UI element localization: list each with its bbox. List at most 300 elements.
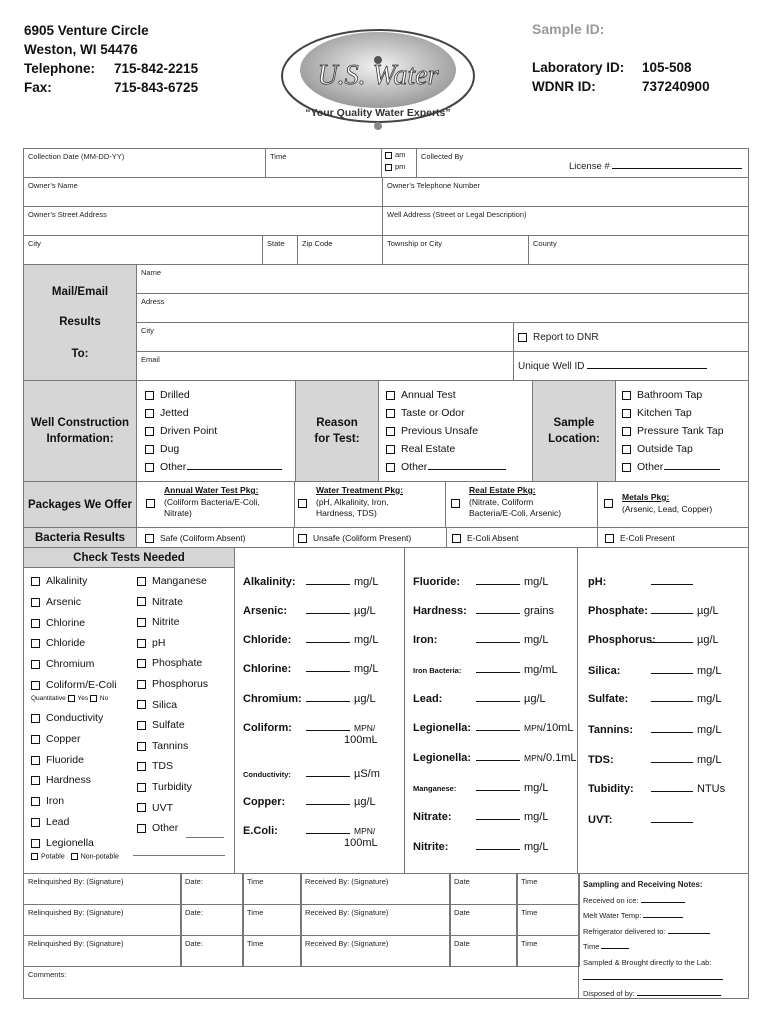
test-checkbox-item[interactable] [31, 596, 81, 608]
report-dnr-field[interactable] [513, 322, 749, 352]
result-row[interactable] [413, 605, 554, 617]
mail-title-2: Results [59, 315, 101, 328]
reason-option[interactable] [386, 406, 465, 420]
test-label: Nitrate [152, 595, 183, 608]
result-blank[interactable] [476, 849, 520, 850]
received-field[interactable] [300, 935, 451, 967]
test-checkbox[interactable] [31, 818, 40, 827]
potable-row [31, 853, 119, 860]
received-date-field[interactable] [449, 873, 518, 905]
result-label: Copper: [243, 796, 286, 808]
result-unit-2: 100mL [344, 734, 378, 746]
result-blank[interactable] [651, 701, 693, 702]
owner-name-field[interactable] [23, 177, 383, 207]
relinquished-field[interactable] [23, 935, 182, 967]
package-desc-2: Nitrate) [164, 508, 192, 518]
package-name: Annual Water Test Pkg: [164, 485, 259, 495]
result-row[interactable] [243, 693, 376, 705]
test-checkbox-item[interactable] [31, 712, 103, 724]
bacteria-divider [446, 527, 447, 548]
collected-by-label: Collected By [421, 152, 464, 161]
notes-box [578, 873, 749, 999]
result-unit: mg/L [354, 576, 379, 588]
package-checkbox[interactable] [298, 499, 307, 508]
test-checkbox-item[interactable] [31, 733, 80, 745]
unique-well-id-field[interactable] [513, 351, 749, 381]
result-blank[interactable] [306, 613, 350, 614]
time-field[interactable] [242, 935, 302, 967]
check-tests-title: Check Tests Needed [73, 551, 185, 564]
test-checkbox[interactable] [31, 797, 40, 806]
date-field[interactable] [180, 935, 244, 967]
result-unit: MPN/ [354, 723, 376, 733]
result-row[interactable] [243, 722, 378, 746]
comments-label: Comments: [28, 970, 67, 979]
result-label: TDS: [588, 754, 614, 766]
package-divider [445, 481, 446, 528]
package-checkbox[interactable] [451, 499, 460, 508]
result-row[interactable] [243, 663, 378, 675]
well-checkbox[interactable] [145, 445, 154, 454]
test-checkbox[interactable] [137, 803, 146, 812]
result-row[interactable] [413, 576, 548, 588]
received-time-field[interactable] [516, 904, 580, 936]
received-field-label: Received By: (Signature) [305, 877, 389, 886]
test-checkbox-item[interactable] [31, 795, 64, 807]
result-label: Chlorine: [243, 663, 292, 675]
result-unit-2: /10mL [542, 722, 574, 734]
quant-no-label: No [99, 695, 109, 703]
result-blank[interactable] [476, 642, 520, 643]
test-checkbox[interactable] [31, 714, 40, 723]
location-option-label: Bathroom Tap [637, 389, 703, 401]
location-option[interactable] [622, 406, 692, 420]
time-field[interactable] [265, 148, 382, 178]
result-blank[interactable] [476, 672, 520, 673]
result-blank[interactable] [476, 760, 520, 761]
result-blank[interactable] [306, 584, 350, 585]
test-checkbox[interactable] [31, 681, 40, 690]
well-option[interactable] [145, 406, 189, 420]
result-unit-2: /0.1mL [542, 752, 577, 764]
bacteria-option[interactable] [452, 531, 519, 545]
test-checkbox-item[interactable] [31, 617, 85, 629]
license-field[interactable] [569, 162, 742, 172]
county-field[interactable] [528, 235, 749, 265]
result-blank[interactable] [651, 762, 693, 763]
city-label: City [28, 239, 41, 248]
received-date-field[interactable] [449, 935, 518, 967]
test-checkbox-item[interactable] [31, 575, 87, 587]
result-label: Hardness: [413, 605, 467, 617]
result-row[interactable] [413, 811, 548, 823]
result-blank[interactable] [651, 791, 693, 792]
bacteria-option-label: Unsafe (Coliform Present) [313, 533, 412, 543]
result-row[interactable] [413, 841, 548, 853]
well-option-label: Jetted [160, 407, 189, 419]
am-checkbox[interactable] [385, 152, 392, 159]
mail-address-field[interactable] [136, 293, 749, 323]
well-option-label: Other [160, 461, 187, 473]
test-checkbox[interactable] [31, 577, 40, 586]
date-field[interactable] [180, 873, 244, 905]
time-field[interactable] [242, 873, 302, 905]
test-label: Hardness [46, 774, 91, 786]
location-option[interactable] [622, 424, 724, 438]
package-item[interactable] [451, 485, 561, 520]
received-field[interactable] [300, 904, 451, 936]
result-blank[interactable] [651, 642, 693, 643]
well-option[interactable] [145, 442, 179, 456]
received-date-field[interactable] [449, 904, 518, 936]
bacteria-checkbox[interactable] [145, 534, 154, 543]
time-field-label: Time [247, 908, 264, 917]
result-blank[interactable] [476, 613, 520, 614]
result-unit-2: 100mL [344, 837, 378, 849]
location-option-label: Kitchen Tap [637, 407, 692, 419]
result-row[interactable] [588, 665, 721, 677]
result-row[interactable] [413, 722, 573, 734]
zip-field[interactable] [297, 235, 383, 265]
well-title-1: Well Construction [30, 417, 130, 429]
test-checkbox[interactable] [137, 659, 146, 668]
result-row[interactable] [413, 782, 548, 794]
result-row[interactable] [588, 783, 725, 795]
result-label: Phosphate: [588, 605, 648, 617]
test-checkbox-item[interactable] [31, 837, 94, 849]
test-checkbox[interactable] [137, 700, 146, 709]
bacteria-title: Bacteria Results [34, 531, 126, 544]
reason-checkbox[interactable] [386, 445, 395, 454]
result-label: UVT: [588, 814, 613, 826]
test-checkbox-item[interactable] [31, 637, 85, 649]
test-checkbox-item[interactable] [31, 658, 94, 670]
location-checkbox[interactable] [622, 391, 631, 400]
reason-option-label: Previous Unsafe [401, 425, 479, 437]
bacteria-option[interactable] [145, 531, 246, 545]
location-option[interactable] [622, 388, 702, 402]
collection-date-field[interactable] [23, 148, 266, 178]
notes-title: Sampling and Receiving Notes: [583, 880, 703, 889]
result-unit: mg/L [524, 782, 549, 794]
reason-checkbox[interactable] [386, 463, 395, 472]
test-checkbox[interactable] [31, 756, 40, 765]
well-address-field[interactable] [382, 206, 749, 236]
package-item[interactable] [298, 485, 403, 520]
relinquished-field[interactable] [23, 904, 182, 936]
test-label: Alkalinity [46, 575, 88, 587]
lab-id-label: Laboratory ID: [532, 60, 625, 75]
result-label: E.Coli: [243, 825, 278, 837]
package-checkbox[interactable] [604, 499, 613, 508]
result-label: Fluoride: [413, 576, 461, 588]
pm-checkbox[interactable] [385, 164, 392, 171]
result-row[interactable] [413, 752, 577, 764]
well-checkbox[interactable] [145, 409, 154, 418]
bacteria-option[interactable] [298, 531, 411, 545]
result-row[interactable] [413, 664, 558, 676]
test-checkbox[interactable] [31, 639, 40, 648]
result-blank[interactable] [651, 584, 693, 585]
bacteria-checkbox[interactable] [298, 534, 307, 543]
test-checkbox-item[interactable] [137, 719, 185, 731]
lab-address-line2: Weston, WI 54476 [24, 42, 138, 57]
well-checkbox[interactable] [145, 391, 154, 400]
result-label: Lead: [413, 693, 443, 705]
bacteria-option-label: Safe (Coliform Absent) [160, 533, 246, 543]
received-time-field-label: Time [521, 877, 538, 886]
result-row[interactable] [413, 634, 548, 646]
owner-phone-label: Owner’s Telephone Number [387, 181, 480, 190]
test-checkbox-item[interactable] [137, 596, 183, 608]
result-blank[interactable] [306, 776, 350, 777]
result-blank[interactable] [651, 822, 693, 823]
result-row[interactable] [243, 768, 380, 780]
test-checkbox-item[interactable] [31, 774, 91, 786]
bacteria-checkbox[interactable] [605, 534, 614, 543]
location-option-label: Other [637, 461, 664, 473]
result-row[interactable] [588, 576, 697, 588]
reason-title-1: Reason [316, 417, 358, 429]
test-checkbox-item[interactable] [137, 822, 178, 834]
result-row[interactable] [243, 605, 376, 617]
result-unit: µS/m [354, 768, 380, 780]
time-field[interactable] [242, 904, 302, 936]
result-blank[interactable] [306, 701, 350, 702]
mail-email-field[interactable] [136, 351, 514, 381]
nonpotable-checkbox[interactable] [71, 853, 78, 860]
result-unit: µg/L [697, 605, 719, 617]
test-checkbox[interactable] [31, 776, 40, 785]
result-row[interactable] [243, 796, 376, 808]
result-label: Iron Bacteria: [413, 666, 462, 675]
package-item[interactable] [604, 485, 712, 515]
package-text [316, 485, 403, 520]
result-blank[interactable] [476, 701, 520, 702]
result-blank[interactable] [651, 673, 693, 674]
received-time-field[interactable] [516, 873, 580, 905]
date-field[interactable] [180, 904, 244, 936]
result-label: Alkalinity: [243, 576, 296, 588]
owner-street-field[interactable] [23, 206, 383, 236]
result-label: Arsenic: [243, 605, 288, 617]
test-checkbox-item[interactable] [31, 754, 84, 766]
report-dnr-checkbox[interactable] [518, 333, 527, 342]
relinquished-field[interactable] [23, 873, 182, 905]
location-option-label: Outside Tap [637, 443, 693, 455]
bacteria-option[interactable] [605, 531, 675, 545]
well-address-label: Well Address (Street or Legal Description) [387, 210, 527, 219]
test-checkbox-item[interactable] [137, 657, 202, 669]
test-checkbox-item[interactable] [137, 616, 179, 628]
test-label: Conductivity [46, 712, 104, 724]
test-checkbox[interactable] [137, 680, 146, 689]
test-label: Phosphorus [152, 678, 209, 690]
well-checkbox[interactable] [145, 427, 154, 436]
location-option[interactable] [622, 442, 693, 456]
test-label: TDS [152, 760, 173, 773]
sample-id-label: Sample ID: [532, 21, 605, 37]
received-field-label: Received By: (Signature) [305, 908, 389, 917]
test-checkbox[interactable] [137, 742, 146, 751]
test-checkbox-item[interactable] [137, 575, 207, 587]
test-checkbox[interactable] [137, 577, 146, 586]
result-label: Chloride: [243, 634, 292, 646]
result-row[interactable] [588, 814, 697, 826]
test-checkbox[interactable] [31, 619, 40, 628]
result-unit: µg/L [524, 693, 546, 705]
am-label: am [395, 150, 406, 159]
test-checkbox[interactable] [137, 721, 146, 730]
quant-no-checkbox[interactable] [90, 695, 97, 702]
location-checkbox[interactable] [622, 427, 631, 436]
county-label: County [533, 239, 557, 248]
test-checkbox-item[interactable] [137, 760, 173, 772]
bacteria-option-label: E-Coli Present [620, 533, 675, 543]
location-other-line[interactable] [664, 469, 720, 470]
result-row[interactable] [413, 693, 546, 705]
reason-checkbox[interactable] [386, 409, 395, 418]
test-checkbox-item[interactable] [137, 740, 188, 752]
test-checkbox[interactable] [31, 598, 40, 607]
test-label: Chlorine [46, 617, 86, 629]
test-checkbox[interactable] [31, 839, 40, 848]
package-item[interactable] [146, 485, 260, 520]
relinquished-field-label: Relinquished By: (Signature) [28, 908, 124, 917]
state-field[interactable] [262, 235, 298, 265]
result-label: Tubidity: [588, 783, 634, 795]
result-blank[interactable] [476, 819, 520, 820]
result-blank[interactable] [651, 732, 693, 733]
well-option[interactable] [145, 460, 282, 474]
location-checkbox[interactable] [622, 463, 631, 472]
test-checkbox-item[interactable] [31, 816, 69, 828]
reason-checkbox[interactable] [386, 391, 395, 400]
state-label: State [267, 239, 285, 248]
reason-option[interactable] [386, 442, 455, 456]
test-checkbox[interactable] [137, 618, 146, 627]
result-row[interactable] [243, 576, 378, 588]
mail-name-field[interactable] [136, 264, 749, 294]
test-checkbox[interactable] [137, 783, 146, 792]
package-desc-2: Hardness, TDS) [316, 508, 377, 518]
well-other-line[interactable] [187, 469, 282, 470]
result-label: Legionella: [413, 722, 472, 734]
result-row[interactable] [588, 605, 719, 617]
results-col2-box [404, 547, 578, 874]
report-dnr-label: Report to DNR [533, 332, 599, 344]
reason-option[interactable] [386, 460, 506, 474]
test-label: Silica [152, 698, 178, 711]
result-blank[interactable] [306, 833, 350, 834]
location-checkbox[interactable] [622, 409, 631, 418]
result-blank[interactable] [476, 790, 520, 791]
test-label: Iron [46, 795, 65, 807]
test-checkbox[interactable] [137, 824, 146, 833]
result-blank[interactable] [651, 613, 693, 614]
relinquished-field-label: Relinquished By: (Signature) [28, 877, 124, 886]
am-pm-field [381, 148, 417, 178]
date-field-label: Date: [185, 877, 203, 886]
mail-city-field[interactable] [136, 322, 514, 352]
city-field[interactable] [23, 235, 263, 265]
received-field-label: Received By: (Signature) [305, 939, 389, 948]
received-field[interactable] [300, 873, 451, 905]
result-row[interactable] [588, 754, 721, 766]
reason-other-line[interactable] [428, 469, 506, 470]
result-unit: µg/L [697, 634, 719, 646]
result-unit: NTUs [697, 783, 726, 795]
test-label: Legionella [46, 837, 94, 849]
well-option[interactable] [145, 388, 190, 402]
result-blank[interactable] [476, 584, 520, 585]
result-blank[interactable] [306, 671, 350, 672]
bacteria-checkbox[interactable] [452, 534, 461, 543]
location-option[interactable] [622, 460, 720, 474]
result-blank[interactable] [306, 730, 350, 731]
comments-field[interactable] [23, 966, 579, 999]
result-row[interactable] [588, 724, 721, 736]
result-blank[interactable] [476, 730, 520, 731]
result-row[interactable] [588, 634, 719, 646]
received-time-field[interactable] [516, 935, 580, 967]
result-row[interactable] [588, 693, 721, 705]
test-checkbox[interactable] [31, 660, 40, 669]
test-checkbox-item[interactable] [137, 637, 165, 649]
test-checkbox-item[interactable] [137, 678, 208, 690]
owner-phone-field[interactable] [382, 177, 749, 207]
mail-title-1: Mail/Email [51, 285, 109, 298]
potable-checkbox[interactable] [31, 853, 38, 860]
result-unit: mg/mL [524, 664, 558, 676]
result-label: Phosphorus: [588, 634, 656, 646]
result-blank[interactable] [306, 804, 350, 805]
zip-label: Zip Code [302, 239, 333, 248]
result-row[interactable] [243, 825, 378, 849]
nonpotable-label: Non-potable [80, 853, 119, 861]
bacteria-divider [293, 527, 294, 548]
quant-yes-checkbox[interactable] [68, 695, 75, 702]
test-checkbox[interactable] [137, 762, 146, 771]
test-checkbox-item[interactable] [137, 802, 173, 814]
township-field[interactable] [382, 235, 529, 265]
result-blank[interactable] [306, 642, 350, 643]
test-checkbox[interactable] [137, 639, 146, 648]
potable-label: Potable [41, 853, 65, 861]
test-checkbox[interactable] [31, 735, 40, 744]
result-row[interactable] [243, 634, 378, 646]
test-label: Nitrite [152, 616, 180, 629]
well-option[interactable] [145, 424, 217, 438]
reason-option[interactable] [386, 388, 456, 402]
date-field-label: Date: [185, 939, 203, 948]
well-checkbox[interactable] [145, 463, 154, 472]
test-checkbox-item[interactable] [137, 699, 177, 711]
test-label: pH [152, 636, 166, 649]
test-checkbox[interactable] [137, 597, 146, 606]
well-title-2: Information: [46, 433, 114, 445]
test-checkbox-item[interactable] [31, 679, 117, 691]
license-label: License # [569, 161, 610, 172]
collected-by-field[interactable] [416, 148, 749, 178]
package-text [469, 485, 561, 520]
reason-checkbox[interactable] [386, 427, 395, 436]
test-checkbox-item[interactable] [137, 781, 192, 793]
package-desc-1: (Nitrate, Coliform [469, 496, 534, 507]
package-checkbox[interactable] [146, 499, 155, 508]
reason-option[interactable] [386, 424, 478, 438]
location-checkbox[interactable] [622, 445, 631, 454]
